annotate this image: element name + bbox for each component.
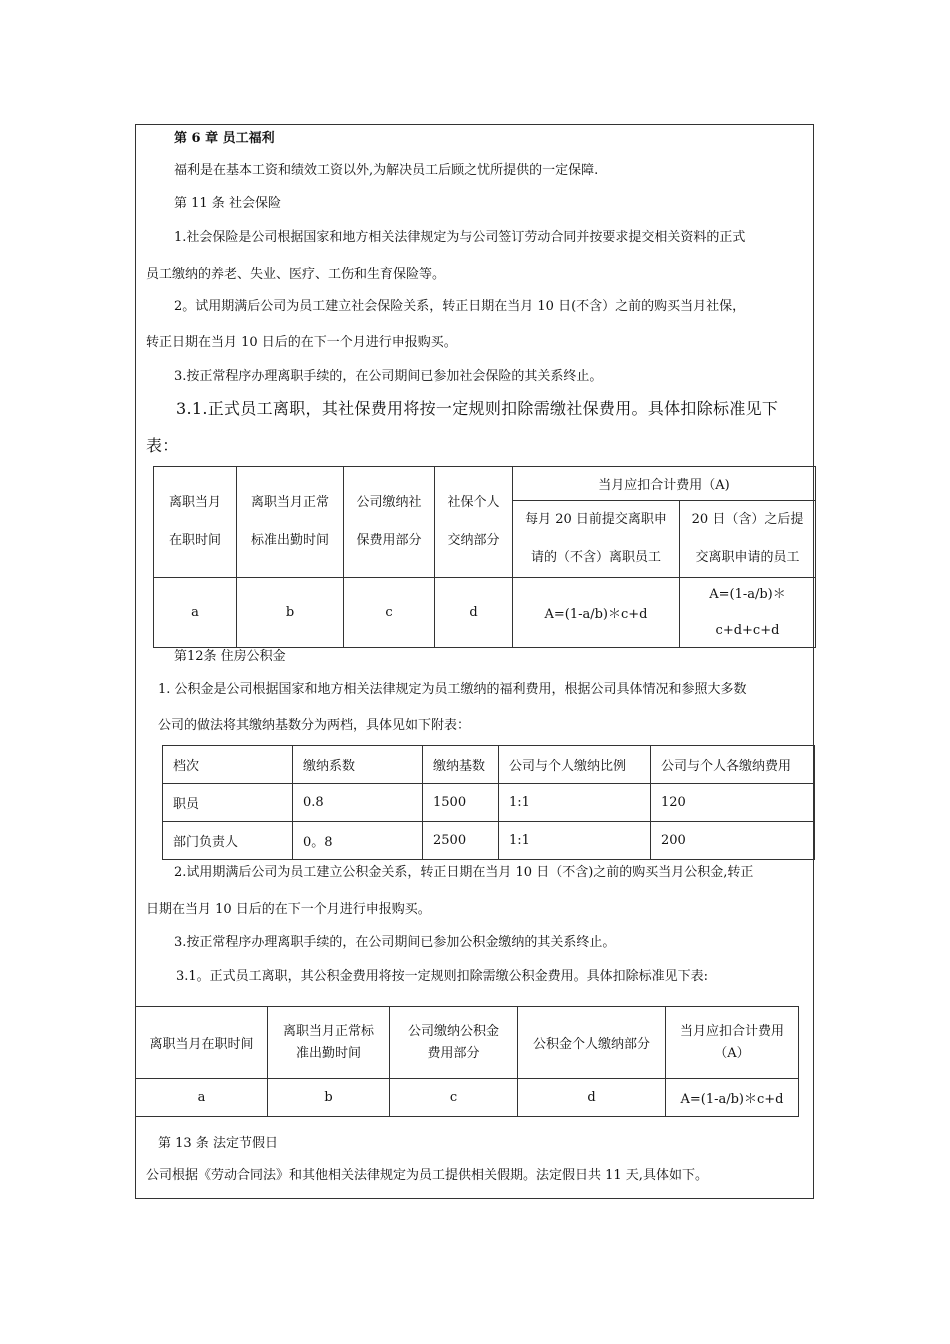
header-total-deduction: 当月应扣合计费用（A) (513, 467, 816, 501)
table-cell: 1:1 (499, 784, 651, 822)
header-tenure: 离职当月 在职时间 (154, 467, 237, 578)
article-12-p2-line2: 日期在当月 10 日后的在下一个月进行申报购买。 (146, 902, 431, 917)
table-cell: c (390, 1079, 518, 1117)
table-cell: 0.8 (293, 784, 423, 822)
table-cell: 2500 (423, 822, 499, 860)
formula-cell: A=(1-a/b)＊ c+d+c+d (680, 578, 816, 648)
article-11-p3: 3.按正常程序办理离职手续的，在公司期间已参加社会保险的其关系终止。 (174, 369, 603, 384)
table-cell: 120 (651, 784, 815, 822)
header-standard-attendance: 离职当月正常标 准出勤时间 (268, 1007, 390, 1079)
chapter-title: 第 6 章 员工福利 (174, 131, 275, 146)
article-12-p2-line1: 2.试用期满后公司为员工建立公积金关系，转正日期在当月 10 日（不含)之前的购买当月公积金,转正 (174, 865, 754, 880)
article-12-p1-line1: 1. 公积金是公司根据国家和地方相关法律规定为员工缴纳的福利费用，根据公司具体情况和参照大多数 (158, 682, 747, 697)
header-before-20th: 每月 20 日前提交离职申 请的（不含）离职员工 (513, 501, 680, 578)
header-tenure: 离职当月在职时间 (136, 1007, 268, 1079)
header-personal-contribution: 公积金个人缴纳部分 (518, 1007, 666, 1079)
table-header: 档次 (163, 746, 293, 784)
table-cell: a (136, 1079, 268, 1117)
article-12-p1-line2: 公司的做法将其缴纳基数分为两档，具体见如下附表： (158, 718, 471, 733)
header-total-deduction: 当月应扣合计费用 （A） (666, 1007, 799, 1079)
article-11-p1-line1: 1.社会保险是公司根据国家和地方相关法律规定为与公司签订劳动合同并按要求提交相关资料的正式 (174, 230, 746, 245)
article-13-p1: 公司根据《劳动合同法》和其他相关法律规定为员工提供相关假期。法定假日共 11 天,具体如下。 (146, 1168, 708, 1183)
header-company-contribution: 公司缴纳社 保费用部分 (344, 467, 435, 578)
table-cell: 0。8 (293, 822, 423, 860)
table-cell: 1500 (423, 784, 499, 822)
article-13-heading: 第 13 条 法定节假日 (158, 1136, 278, 1151)
article-11-heading: 第 11 条 社会保险 (174, 196, 281, 211)
table-cell: a (154, 578, 237, 648)
chapter-intro: 福利是在基本工资和绩效工资以外,为解决员工后顾之忧所提供的一定保障. (174, 163, 599, 178)
article-12-p3: 3.按正常程序办理离职手续的，在公司期间已参加公积金缴纳的其关系终止。 (174, 935, 616, 950)
table-header: 缴纳基数 (423, 746, 499, 784)
article-12-p31: 3.1。正式员工离职，其公积金费用将按一定规则扣除需缴公积金费用。具体扣除标准见下表: (176, 969, 709, 984)
housing-fund-deduction-table (135, 1006, 799, 1117)
table-row (163, 784, 815, 822)
table-header: 缴纳系数 (293, 746, 423, 784)
header-personal-contribution: 社保个人 交纳部分 (435, 467, 513, 578)
table-cell: b (268, 1079, 390, 1117)
header-company-contribution: 公司缴纳公积金 费用部分 (390, 1007, 518, 1079)
header-standard-attendance: 离职当月正常 标准出勤时间 (237, 467, 344, 578)
table-cell: c (344, 578, 435, 648)
table-row (163, 822, 815, 860)
formula-cell: A=(1-a/b)＊c+d (513, 578, 680, 648)
article-12-heading: 第12条 住房公积金 (174, 649, 286, 664)
article-11-p31-line1: 3.1.正式员工离职，其社保费用将按一定规则扣除需缴社保费用。具体扣除标准见下 (176, 399, 779, 418)
header-after-20th: 20 日（含）之后提 交离职申请的员工 (680, 501, 816, 578)
housing-fund-tier-table (162, 745, 815, 860)
social-insurance-deduction-table (153, 466, 816, 648)
table-cell: b (237, 578, 344, 648)
table-cell: 200 (651, 822, 815, 860)
table-row (136, 1079, 799, 1117)
table-cell: d (518, 1079, 666, 1117)
table-cell: d (435, 578, 513, 648)
table-cell: 部门负责人 (163, 822, 293, 860)
table-header: 公司与个人各缴纳费用 (651, 746, 815, 784)
table-header: 公司与个人缴纳比例 (499, 746, 651, 784)
article-11-p1-line2: 员工缴纳的养老、失业、医疗、工伤和生育保险等。 (146, 267, 446, 282)
table-cell: 职员 (163, 784, 293, 822)
article-11-p2-line2: 转正日期在当月 10 日后的在下一个月进行申报购买。 (146, 335, 457, 350)
article-11-p2-line1: 2。试用期满后公司为员工建立社会保险关系，转正日期在当月 10 日(不含）之前的购买当月社保， (174, 299, 746, 314)
article-11-p31-line2: 表： (146, 436, 179, 455)
table-cell: 1:1 (499, 822, 651, 860)
formula-cell: A=(1-a/b)＊c+d (666, 1079, 799, 1117)
